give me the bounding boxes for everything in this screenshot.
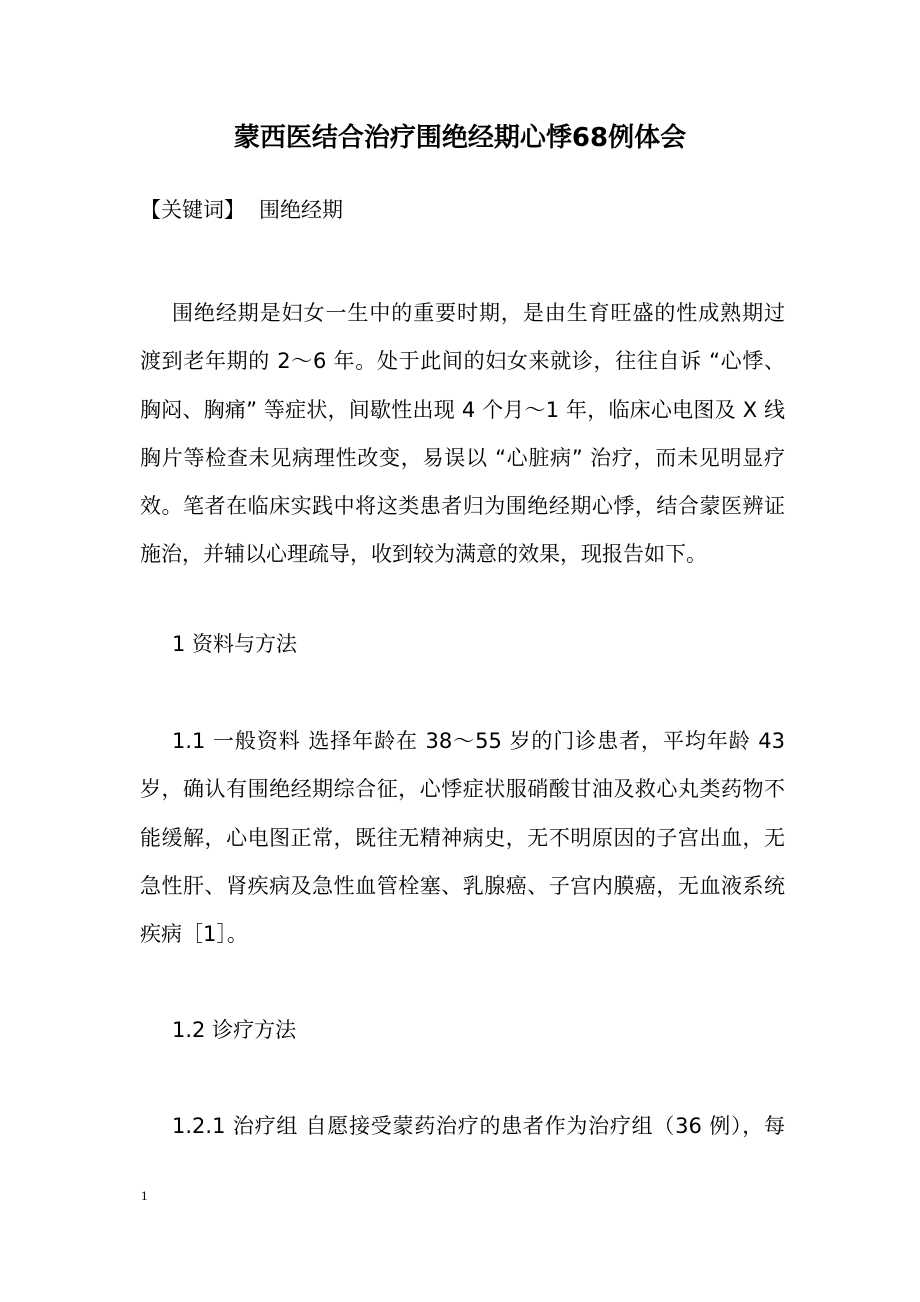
paragraph-line: 施治，并辅以心理疏导，收到较为满意的效果，现报告如下。 <box>140 542 707 567</box>
paragraph-line: 胸片等检查未见病理性改变，易误以 “心脏病” 治疗，而未见明显疗 <box>140 445 785 470</box>
paragraph-line: 岁，确认有围绝经期综合征，心悸症状服硝酸甘油及救心丸类药物不 <box>140 777 785 802</box>
paragraph-line: 疾病［1］。 <box>140 922 248 947</box>
paragraph-line: 1.1 一般资料 选择年龄在 38～55 岁的门诊患者，平均年龄 43 <box>172 729 785 753</box>
paragraph-line: 能缓解，心电图正常，既往无精神病史，无不明原因的子宫出血，无 <box>140 825 785 850</box>
paragraph-line: 急性肝、肾疾病及急性血管栓塞、乳腺癌、子宫内膜癌，无血液系统 <box>140 873 785 898</box>
page-number: 1 <box>141 1188 148 1203</box>
keywords-value: 围绝经期 <box>259 198 343 222</box>
paragraph-line: 围绝经期是妇女一生中的重要时期，是由生育旺盛的性成熟期过 <box>172 301 785 325</box>
section-heading-1-2: 1.2 诊疗方法 <box>172 1018 297 1042</box>
intro-paragraph <box>140 289 785 579</box>
paragraph-line: 胸闷、胸痛” 等症状，间歇性出现 4 个月～1 年，临床心电图及 X 线 <box>140 397 785 422</box>
keywords-label: 【关键词】 <box>140 198 245 222</box>
paragraph-line: 渡到老年期的 2～6 年。处于此间的妇女来就诊，往往自诉 “心悸、 <box>140 349 785 374</box>
document-title: 蒙西医结合治疗围绝经期心悸68例体会 <box>233 123 687 153</box>
paragraph-line: 效。笔者在临床实践中将这类患者归为围绝经期心悸，结合蒙医辨证 <box>140 494 785 519</box>
keywords-line <box>140 190 343 230</box>
paragraph-line: 1.2.1 治疗组 自愿接受蒙药治疗的患者作为治疗组（36 例），每 <box>172 1114 785 1138</box>
section-heading-1: 1 资料与方法 <box>172 632 298 656</box>
section-1-1-paragraph <box>140 717 785 958</box>
section-1-2-1-paragraph <box>140 1102 785 1150</box>
